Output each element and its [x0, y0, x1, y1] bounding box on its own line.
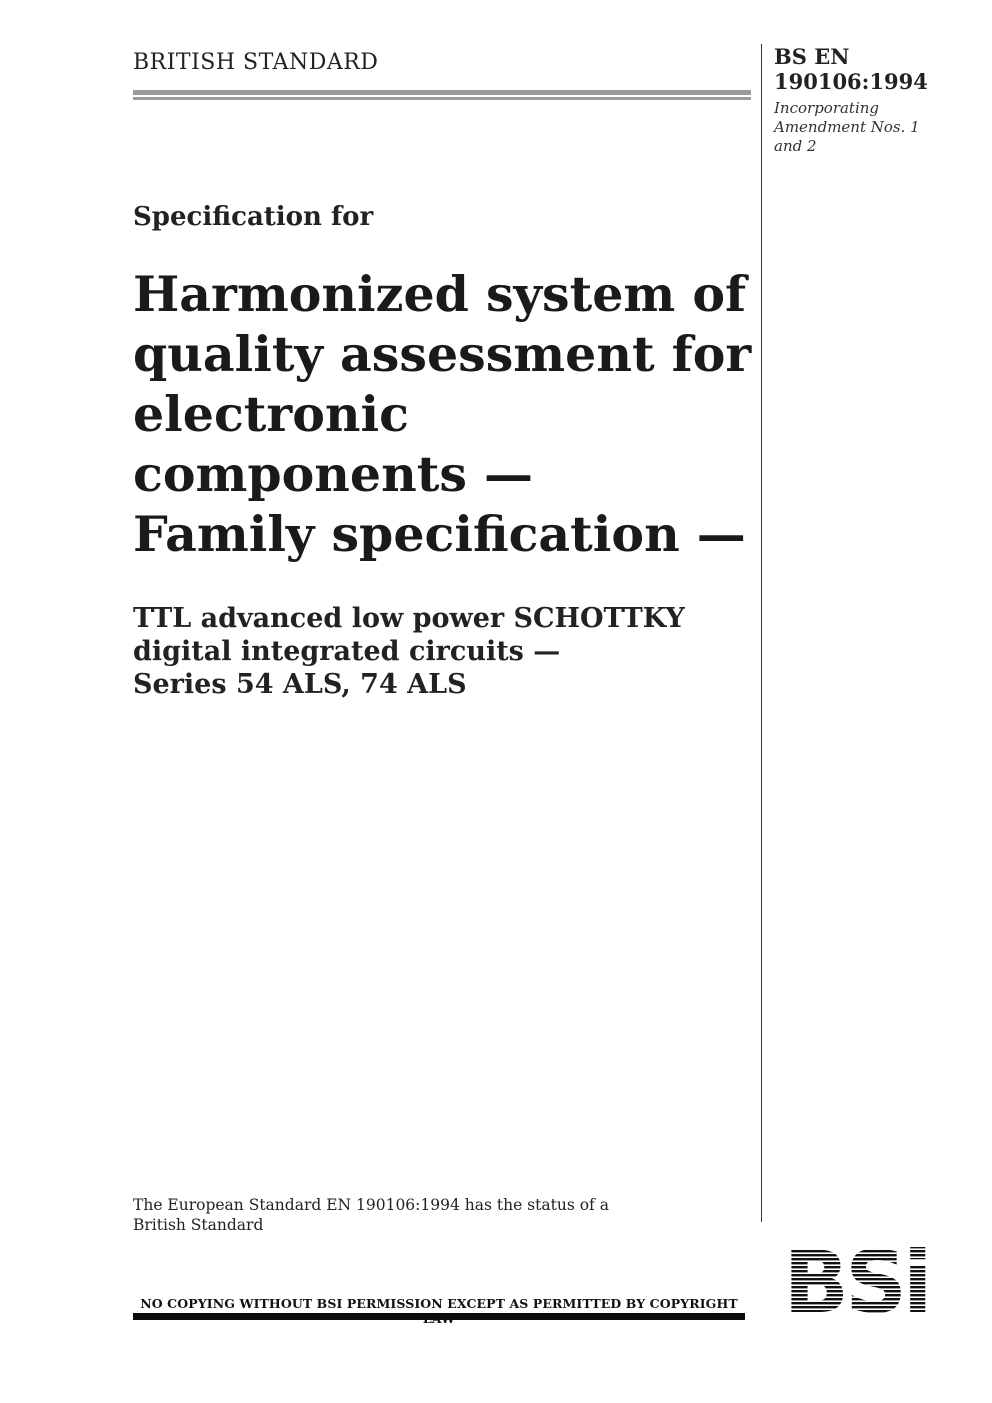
header-rule-thick: [133, 90, 751, 95]
amendment-line: Incorporating: [774, 99, 880, 117]
standard-number: [774, 44, 954, 94]
brand-label: BRITISH STANDARD: [133, 50, 379, 75]
logo-text: BSi: [783, 1242, 929, 1317]
subtitle-line: Series 54 ALS, 74 ALS: [133, 669, 467, 700]
status-line: The European Standard EN 190106:1994 has the status of a: [133, 1196, 609, 1214]
footer-rule: [133, 1313, 745, 1320]
subtitle-line: TTL advanced low power SCHOTTKY: [133, 603, 685, 634]
main-title: [133, 264, 773, 564]
bsi-logo-graphic: [768, 1242, 948, 1317]
main-title-line: electronic: [133, 385, 410, 443]
amendment-line: and 2: [774, 137, 817, 155]
bsi-logo: [768, 1242, 948, 1321]
amendment-note: [774, 99, 944, 156]
standard-number-line: BS EN: [774, 44, 850, 69]
amendment-line: Amendment Nos. 1: [774, 118, 920, 136]
title-lead: Specification for: [133, 202, 374, 232]
vertical-divider: [761, 44, 762, 1222]
main-title-line: Family specification —: [133, 505, 746, 563]
main-title-line: components —: [133, 445, 534, 503]
standard-number-line: 190106:1994: [774, 69, 928, 94]
status-line: British Standard: [133, 1216, 264, 1234]
status-statement: [133, 1195, 633, 1235]
header-rule-thin: [133, 97, 751, 100]
subtitle-line: digital integrated circuits —: [133, 636, 561, 667]
main-title-line: Harmonized system of: [133, 265, 747, 323]
main-title-line: quality assessment for: [133, 325, 752, 383]
copyright-notice: NO COPYING WITHOUT BSI PERMISSION EXCEPT AS PERMITTED BY COPYRIGHT: [140, 1296, 738, 1311]
subtitle: [133, 602, 753, 701]
